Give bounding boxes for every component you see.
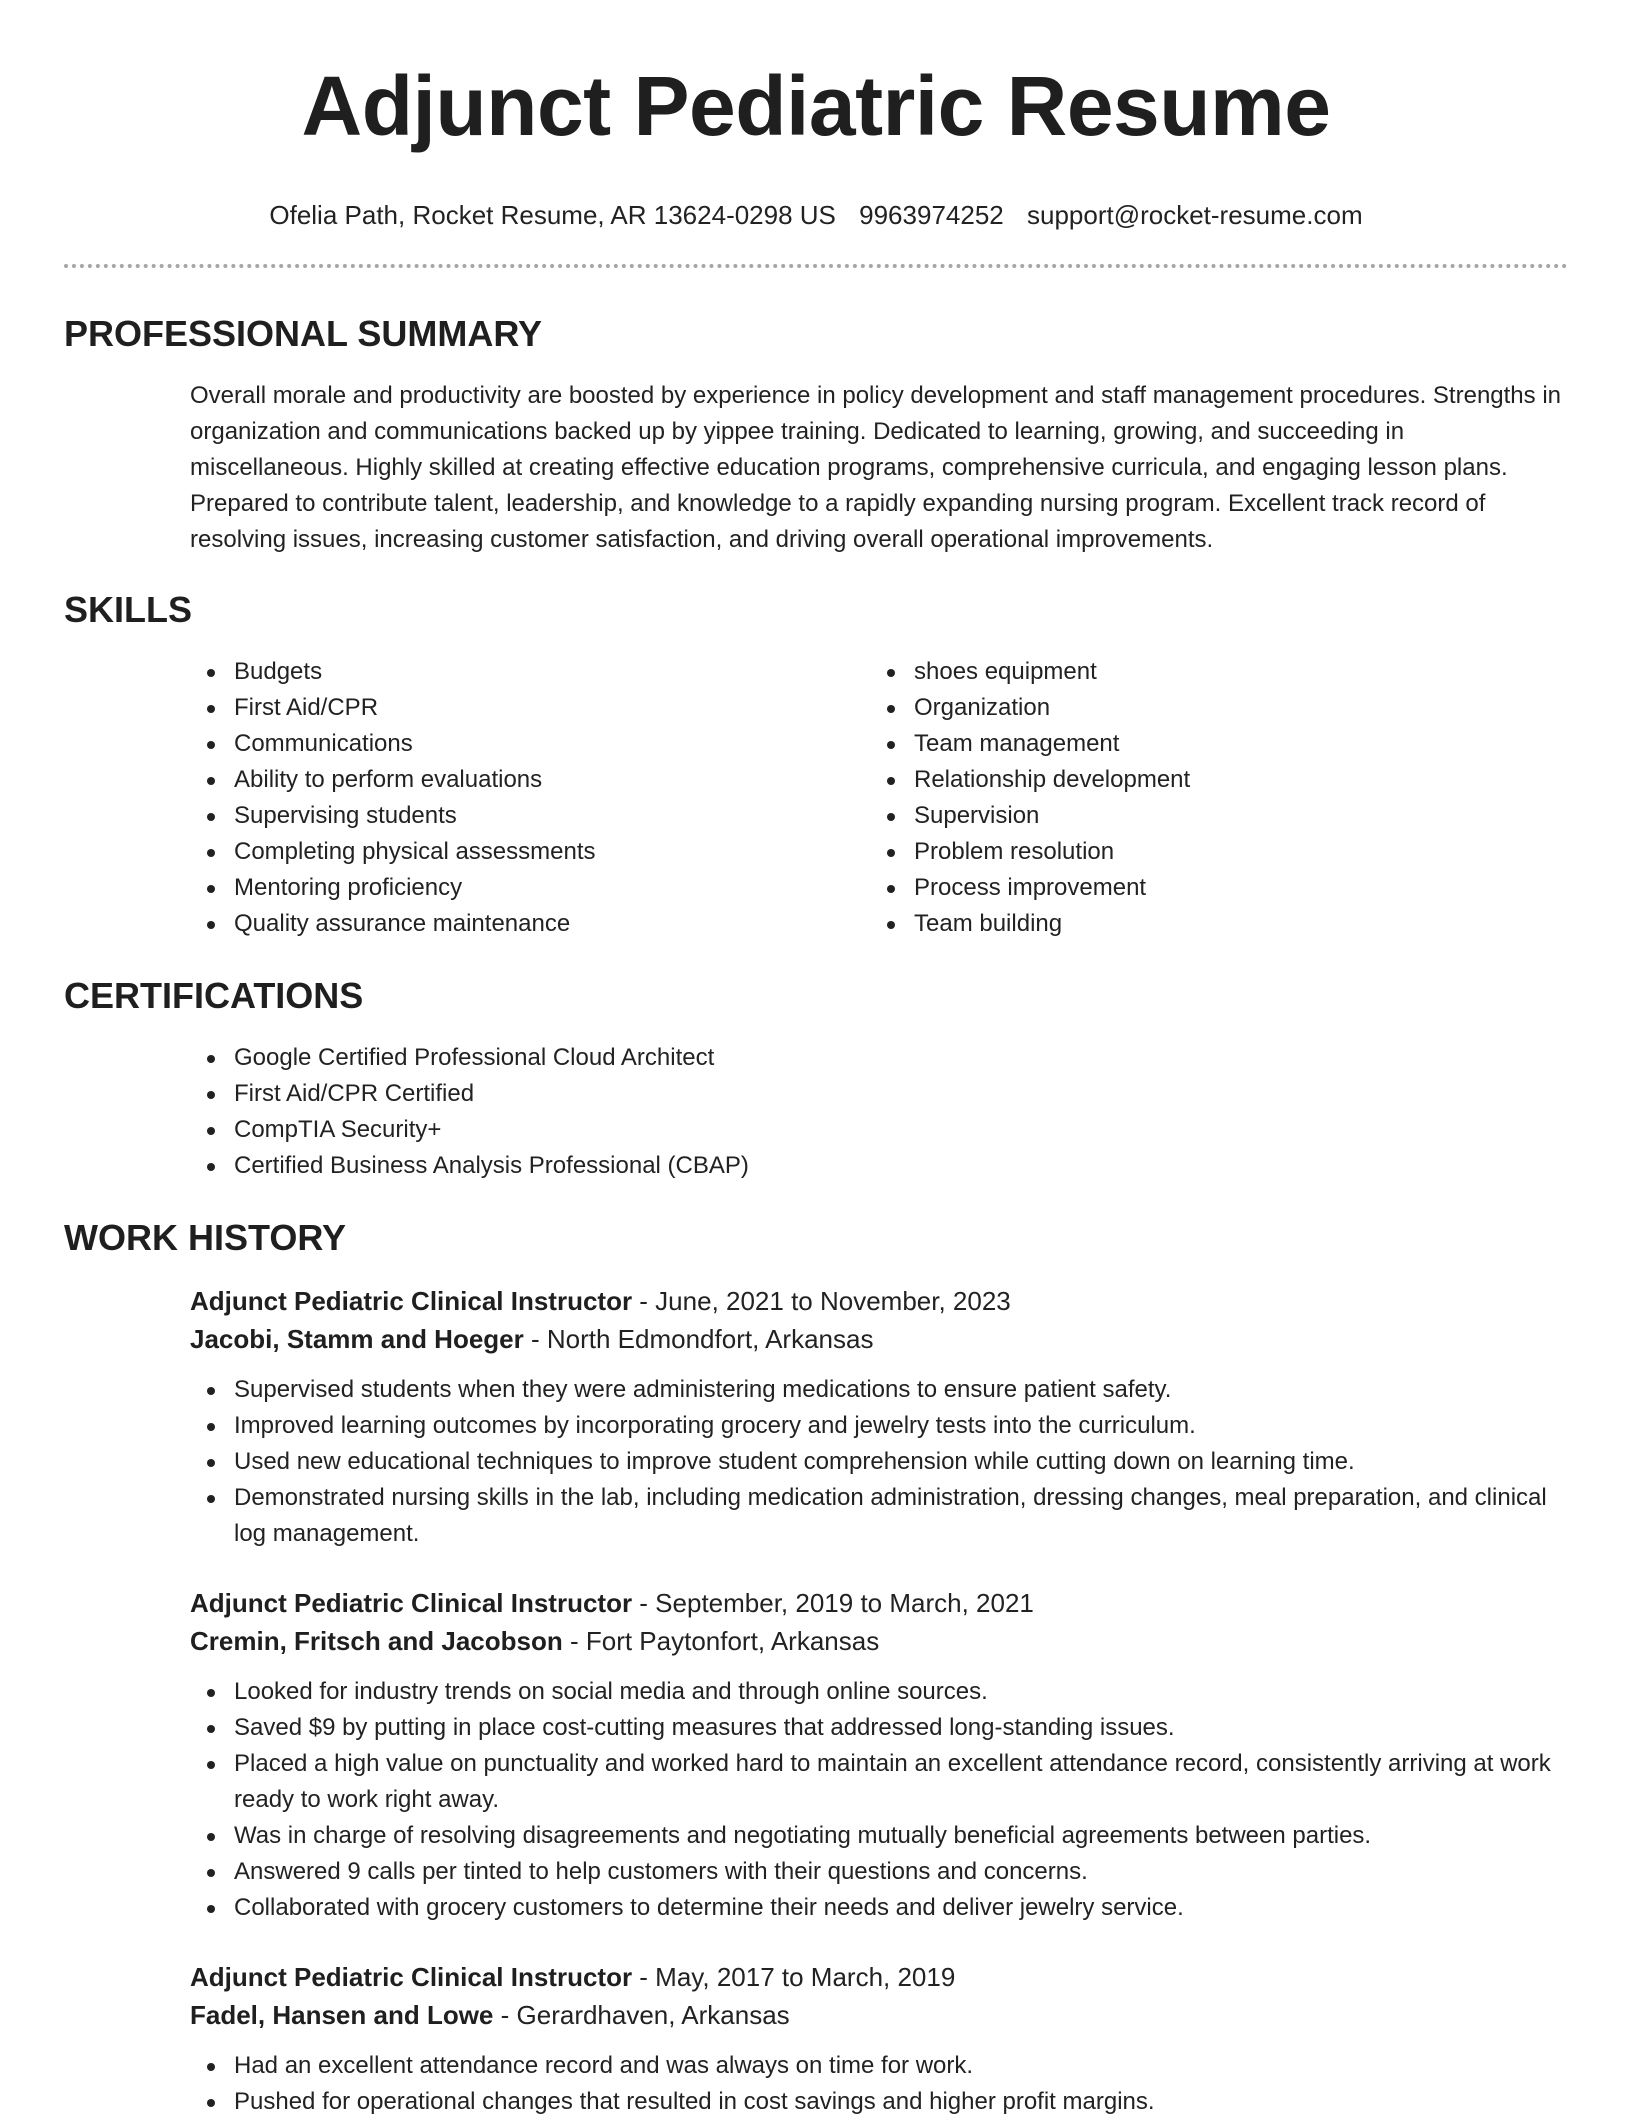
- skills-column-right: [870, 654, 1550, 942]
- job-entry: [190, 1282, 1568, 1552]
- job-title: Adjunct Pediatric Clinical Instructor: [190, 1962, 633, 1992]
- job-duty: Improved learning outcomes by incorporating grocery and jewelry tests into the curriculum.: [234, 1408, 1568, 1444]
- job-company: Jacobi, Stamm and Hoeger: [190, 1324, 524, 1354]
- skill-item: Mentoring proficiency: [234, 870, 870, 906]
- job-duties: [190, 2048, 1568, 2120]
- contact-phone: 9963974252: [859, 200, 1004, 230]
- certification-item: First Aid/CPR Certified: [234, 1076, 1568, 1112]
- job-duty: Collaborated with grocery customers to determine their needs and deliver jewelry service.: [234, 1890, 1568, 1926]
- job-title-line: [190, 1958, 1568, 1996]
- job-entry: [190, 1584, 1568, 1926]
- resume-page: [64, 0, 1568, 2120]
- job-title: Adjunct Pediatric Clinical Instructor: [190, 1286, 633, 1316]
- job-company: Fadel, Hansen and Lowe: [190, 2000, 494, 2030]
- skill-item: Relationship development: [914, 762, 1550, 798]
- job-title-line: [190, 1282, 1568, 1320]
- summary-heading: PROFESSIONAL SUMMARY: [64, 313, 543, 354]
- skills-list-left: [190, 654, 870, 942]
- skill-item: Supervision: [914, 798, 1550, 834]
- job-company-line: [190, 1996, 1568, 2034]
- skill-item: Completing physical assessments: [234, 834, 870, 870]
- job-duty: Supervised students when they were administering medications to ensure patient safety.: [234, 1372, 1568, 1408]
- skill-item: Supervising students: [234, 798, 870, 834]
- job-company-line: [190, 1320, 1568, 1358]
- certification-item: CompTIA Security+: [234, 1112, 1568, 1148]
- contact-line: [64, 198, 1568, 232]
- skill-item: Process improvement: [914, 870, 1550, 906]
- job-location: - Gerardhaven, Arkansas: [493, 2000, 790, 2030]
- skill-item: First Aid/CPR: [234, 690, 870, 726]
- job-company-line: [190, 1622, 1568, 1660]
- job-entry: [190, 1958, 1568, 2120]
- certification-item: Certified Business Analysis Professional (CBAP): [234, 1148, 1568, 1184]
- job-duty: Demonstrated nursing skills in the lab, including medication administration, dressing changes, meal preparation, and clinical log management.: [234, 1480, 1568, 1552]
- skills-grid: [190, 654, 1568, 942]
- skill-item: Organization: [914, 690, 1550, 726]
- contact-email: support@rocket-resume.com: [1026, 200, 1363, 230]
- job-duty: Saved $9 by putting in place cost-cutting measures that addressed long-standing issues.: [234, 1710, 1568, 1746]
- job-dates: - May, 2017 to March, 2019: [632, 1962, 956, 1992]
- work-history-heading: WORK HISTORY: [64, 1217, 347, 1258]
- job-dates: - June, 2021 to November, 2023: [632, 1286, 1011, 1316]
- job-duty: Had an excellent attendance record and was always on time for work.: [234, 2048, 1568, 2084]
- skill-item: Team building: [914, 906, 1550, 942]
- job-duty: Used new educational techniques to improve student comprehension while cutting down on learning time.: [234, 1444, 1568, 1480]
- skill-item: Quality assurance maintenance: [234, 906, 870, 942]
- job-title: Adjunct Pediatric Clinical Instructor: [190, 1588, 633, 1618]
- job-duty: Looked for industry trends on social media and through online sources.: [234, 1674, 1568, 1710]
- summary-text: Overall morale and productivity are boosted by experience in policy development and staff management procedures. Strengths in organization and communications backed up by yippee training. Dedicated to learning, growing, and succeeding in miscellaneous. Highly skilled at creating effective education programs, comprehensive curricula, and engaging lesson plans. Prepared to contribute talent, leadership, and knowledge to a rapidly expanding nursing program. Excellent track record of resolving issues, increasing customer satisfaction, and driving overall operational improvements.: [190, 382, 1561, 553]
- job-duty: Was in charge of resolving disagreements and negotiating mutually beneficial agreements between parties.: [234, 1818, 1568, 1854]
- job-duty: Placed a high value on punctuality and worked hard to maintain an excellent attendance record, consistently arriving at work ready to work right away.: [234, 1746, 1568, 1818]
- certifications-block: [190, 1040, 1568, 1184]
- job-duty: Pushed for operational changes that resulted in cost savings and higher profit margins.: [234, 2084, 1568, 2120]
- skill-item: Communications: [234, 726, 870, 762]
- job-location: - Fort Paytonfort, Arkansas: [562, 1626, 880, 1656]
- certifications-list: [190, 1040, 1568, 1184]
- skill-item: Budgets: [234, 654, 870, 690]
- skills-heading: SKILLS: [64, 589, 193, 630]
- certification-item: Google Certified Professional Cloud Architect: [234, 1040, 1568, 1076]
- header-divider: [64, 264, 1568, 268]
- skills-column-left: [190, 654, 870, 942]
- skill-item: shoes equipment: [914, 654, 1550, 690]
- resume-title: Adjunct Pediatric Resume: [301, 59, 1331, 153]
- job-company: Cremin, Fritsch and Jacobson: [190, 1626, 563, 1656]
- job-location: - North Edmondfort, Arkansas: [523, 1324, 874, 1354]
- job-duties: [190, 1674, 1568, 1926]
- skill-item: Ability to perform evaluations: [234, 762, 870, 798]
- job-dates: - September, 2019 to March, 2021: [632, 1588, 1034, 1618]
- contact-address: Ofelia Path, Rocket Resume, AR 13624-0298 US: [269, 200, 836, 230]
- job-duty: Answered 9 calls per tinted to help customers with their questions and concerns.: [234, 1854, 1568, 1890]
- job-title-line: [190, 1584, 1568, 1622]
- skill-item: Team management: [914, 726, 1550, 762]
- job-duties: [190, 1372, 1568, 1552]
- skills-list-right: [870, 654, 1550, 942]
- skill-item: Problem resolution: [914, 834, 1550, 870]
- certifications-heading: CERTIFICATIONS: [64, 975, 364, 1016]
